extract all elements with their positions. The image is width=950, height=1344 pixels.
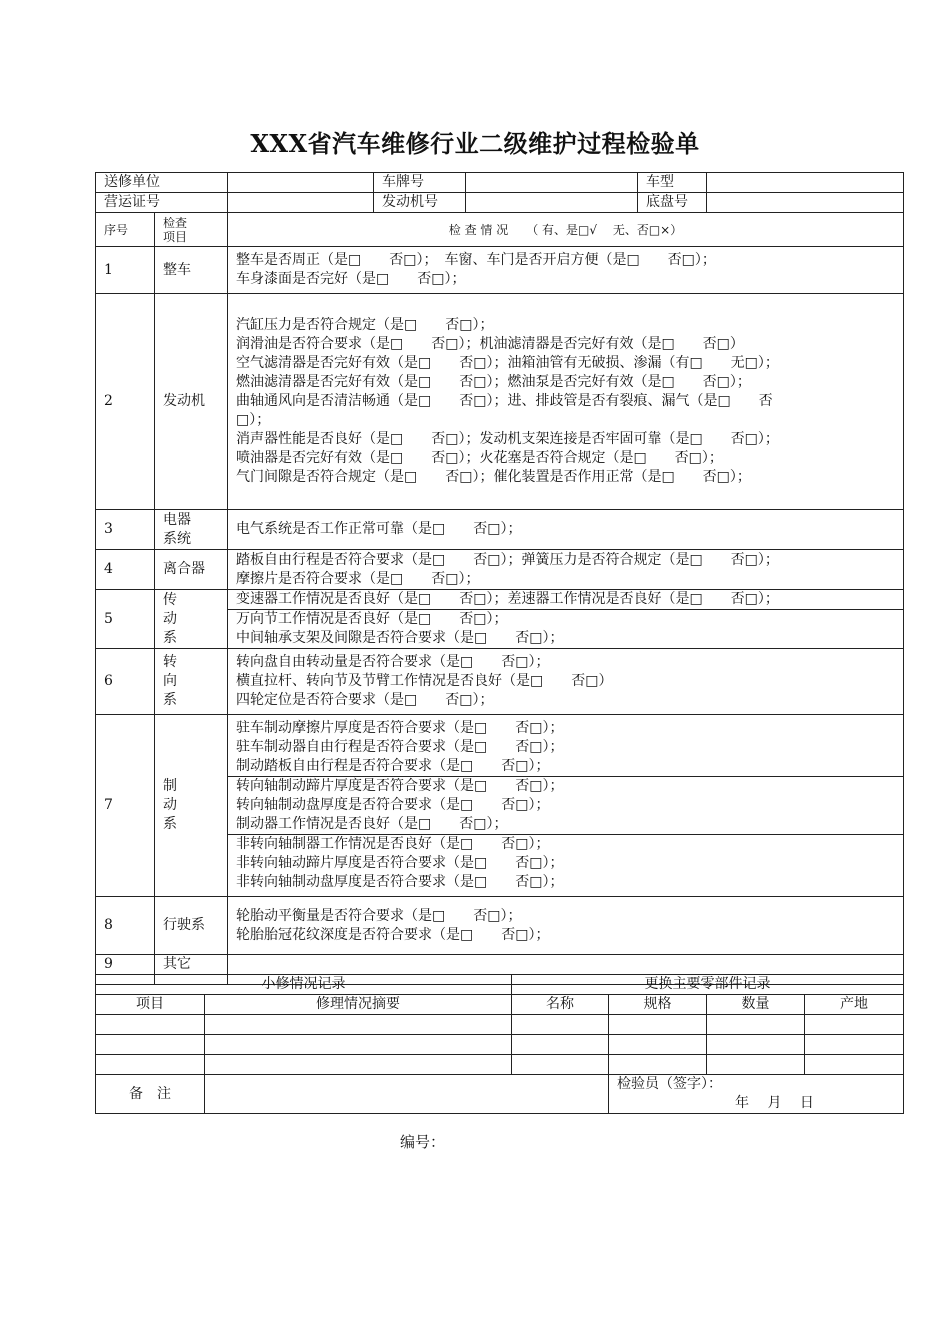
row-item (155, 510, 228, 550)
check-line[interactable]: 轮胎胎冠花纹深度是否符合要求（是□ 否□）； (236, 926, 550, 943)
row-content (228, 510, 904, 550)
header-item-line2: 项目 (163, 229, 188, 244)
row-item-char: 系 (163, 816, 177, 832)
cell[interactable] (707, 1055, 805, 1075)
table-row (96, 1015, 904, 1035)
col-spec: 规格 (609, 995, 707, 1015)
check-line[interactable]: 踏板自由行程是否符合要求（是□ 否□）；弹簧压力是否符合规定（是□ 否□）； (236, 551, 779, 568)
cell[interactable] (805, 1055, 904, 1075)
cell[interactable] (805, 1035, 904, 1055)
field-plate-no[interactable] (466, 173, 638, 193)
repair-parts-table (95, 974, 904, 1114)
row-item-char: 系 (163, 629, 177, 646)
check-line[interactable]: 变速器工作情况是否良好（是□ 否□）；差速器工作情况是否良好（是□ 否□）； (236, 591, 779, 607)
header-status: 检 查 情 况 （ 有、是□√ 无、否□×） (228, 213, 904, 247)
row-item (155, 715, 228, 897)
inspector-signature[interactable] (609, 1075, 904, 1114)
row-item-line1: 电器 (163, 511, 191, 528)
row-item-line2: 系统 (163, 530, 191, 547)
row-item-char: 转 (163, 654, 177, 670)
table-row (96, 1035, 904, 1055)
field-chassis-no[interactable] (707, 193, 904, 213)
cell[interactable] (205, 1015, 512, 1035)
cell[interactable] (96, 1015, 205, 1035)
check-line[interactable]: 非转向轴动蹄片厚度是否符合要求（是□ 否□）； (236, 855, 564, 871)
check-line[interactable]: 制动器工作情况是否良好（是□ 否□）； (236, 816, 508, 832)
inspection-table (95, 172, 904, 985)
row-content (228, 715, 904, 897)
check-line[interactable]: 驻车制动器自由行程是否符合要求（是□ 否□）； (236, 739, 564, 755)
check-line[interactable]: 驻车制动摩擦片厚度是否符合要求（是□ 否□）； (236, 720, 564, 736)
row-item (155, 590, 228, 649)
check-line[interactable]: 整车是否周正（是□ 否□）； 车窗、车门是否开启方便（是□ 否□）； (236, 252, 716, 268)
check-line[interactable]: 轮胎动平衡量是否符合要求（是□ 否□）； (236, 907, 522, 924)
col-part-name: 名称 (512, 995, 609, 1015)
row-no: 1 (96, 247, 155, 294)
cell[interactable] (609, 1035, 707, 1055)
row-item-char: 动 (163, 610, 177, 627)
cell[interactable] (609, 1055, 707, 1075)
label-engine-no: 发动机号 (374, 193, 466, 213)
cell[interactable] (512, 1015, 609, 1035)
table-row (96, 1055, 904, 1075)
cell[interactable] (707, 1035, 805, 1055)
check-line[interactable]: 万向节工作情况是否良好（是□ 否□）； (228, 609, 903, 629)
col-repair-summary: 修理情况摘要 (205, 995, 512, 1015)
row-item-char: 制 (163, 778, 177, 794)
date-label: 年 月 日 (735, 1095, 814, 1111)
inspector-label: 检验员（签字）： (617, 1076, 722, 1092)
remark-label: 备 注 (96, 1075, 205, 1114)
serial-number-label: 编号： (400, 1133, 446, 1151)
check-line[interactable]: 转向轴制动蹄片厚度是否符合要求（是□ 否□）； (228, 776, 903, 796)
row-item: 整车 (155, 247, 228, 294)
cell[interactable] (512, 1055, 609, 1075)
table-row (96, 649, 904, 715)
row-item-char: 向 (163, 673, 177, 689)
field-sender-unit[interactable] (228, 173, 374, 193)
header-item (155, 213, 228, 247)
cell[interactable] (205, 1035, 512, 1055)
row-content (228, 550, 904, 590)
row-item: 发动机 (155, 294, 228, 510)
check-line[interactable]: 摩擦片是否符合要求（是□ 否□）； (236, 570, 480, 587)
cell[interactable] (805, 1015, 904, 1035)
check-line[interactable]: □）； (236, 412, 271, 428)
info-row-2 (96, 193, 904, 213)
check-line[interactable]: 四轮定位是否符合要求（是□ 否□）； (236, 692, 494, 708)
row-no: 3 (96, 510, 155, 550)
check-line[interactable]: 转向轴制动盘厚度是否符合要求（是□ 否□）； (236, 797, 550, 813)
cell[interactable] (96, 1035, 205, 1055)
field-engine-no[interactable] (466, 193, 638, 213)
check-line[interactable]: 车身漆面是否完好（是□ 否□）； (236, 271, 466, 287)
table-row (96, 294, 904, 510)
label-chassis-no: 底盘号 (638, 193, 707, 213)
check-line[interactable]: 横直拉杆、转向节及节臂工作情况是否良好（是□ 否□） (236, 673, 613, 689)
row-no: 4 (96, 550, 155, 590)
row-no: 7 (96, 715, 155, 897)
row-item: 离合器 (155, 550, 228, 590)
parts-record-header: 更换主要零部件记录 (512, 975, 904, 995)
row-item-char: 系 (163, 692, 177, 708)
row-no: 5 (96, 590, 155, 649)
check-line[interactable]: 空气滤清器是否完好有效（是□ 否□）；油箱油管有无破损、渗漏（有□ 无□）； (236, 355, 779, 371)
col-quantity: 数量 (707, 995, 805, 1015)
column-header-row (96, 995, 904, 1015)
table-row (96, 715, 904, 897)
header-seq: 序号 (96, 213, 155, 247)
row-content (228, 590, 904, 649)
cell[interactable] (205, 1055, 512, 1075)
label-sender-unit: 送修单位 (96, 173, 228, 193)
minor-repair-header: 小修情况记录 (96, 975, 512, 995)
row-item-char: 动 (163, 797, 177, 813)
check-line[interactable]: 非转向轴制动盘厚度是否符合要求（是□ 否□）； (236, 874, 564, 890)
table-row (96, 590, 904, 649)
table-header (96, 213, 904, 247)
row-content (228, 897, 904, 955)
remark-row (96, 1075, 904, 1114)
row-item: 其它 (155, 955, 228, 985)
label-plate-no: 车牌号 (374, 173, 466, 193)
row-content (228, 247, 904, 294)
row-item-char: 传 (163, 591, 177, 608)
check-line[interactable]: 润滑油是否符合要求（是□ 否□）；机油滤清器是否完好有效（是□ 否□） (236, 336, 744, 352)
row-no: 8 (96, 897, 155, 955)
row-content (228, 294, 904, 510)
header-item-line1: 检查 (163, 215, 188, 230)
check-line[interactable]: 非转向轴制器工作情况是否良好（是□ 否□）； (228, 834, 903, 854)
section-header-row (96, 975, 904, 995)
table-row (96, 247, 904, 294)
row-no: 2 (96, 294, 155, 510)
remark-field[interactable] (205, 1075, 609, 1114)
table-row (96, 510, 904, 550)
check-line[interactable]: 汽缸压力是否符合规定（是□ 否□）； (236, 317, 494, 333)
check-line[interactable]: 中间轴承支架及间隙是否符合要求（是□ 否□）； (236, 630, 564, 646)
row-content (228, 649, 904, 715)
check-line[interactable]: 制动踏板自由行程是否符合要求（是□ 否□）； (236, 758, 550, 774)
check-line[interactable]: 气门间隙是否符合规定（是□ 否□）；催化装置是否作用正常（是□ 否□）； (236, 469, 751, 485)
check-line[interactable]: 电气系统是否工作正常可靠（是□ 否□）； (236, 521, 522, 537)
row-no: 6 (96, 649, 155, 715)
col-origin: 产地 (805, 995, 904, 1015)
table-row (96, 550, 904, 590)
row-item: 行驶系 (155, 897, 228, 955)
info-row-1 (96, 173, 904, 193)
label-operation-cert: 营运证号 (96, 193, 228, 213)
field-vehicle-model[interactable] (707, 173, 904, 193)
check-line[interactable]: 转向盘自由转动量是否符合要求（是□ 否□）； (236, 654, 550, 670)
table-row (96, 897, 904, 955)
cell[interactable] (609, 1015, 707, 1035)
label-vehicle-model: 车型 (638, 173, 707, 193)
row-no: 9 (96, 955, 155, 985)
cell[interactable] (512, 1035, 609, 1055)
check-line[interactable]: 喷油器是否完好有效（是□ 否□）；火花塞是否符合规定（是□ 否□）； (236, 450, 723, 466)
cell[interactable] (96, 1055, 205, 1075)
col-item: 项目 (96, 995, 205, 1015)
check-line[interactable]: 燃油滤清器是否完好有效（是□ 否□）；燃油泵是否完好有效（是□ 否□）； (236, 374, 751, 390)
row-item (155, 649, 228, 715)
check-line[interactable]: 消声器性能是否良好（是□ 否□）；发动机支架连接是否牢固可靠（是□ 否□）； (236, 431, 779, 447)
check-line[interactable]: 曲轴通风向是否清洁畅通（是□ 否□）；进、排歧管是否有裂痕、漏气（是□ 否 (236, 393, 773, 409)
cell[interactable] (707, 1015, 805, 1035)
form-title: XXX省汽车维修行业二级维护过程检验单 (250, 129, 700, 158)
field-operation-cert[interactable] (228, 193, 374, 213)
